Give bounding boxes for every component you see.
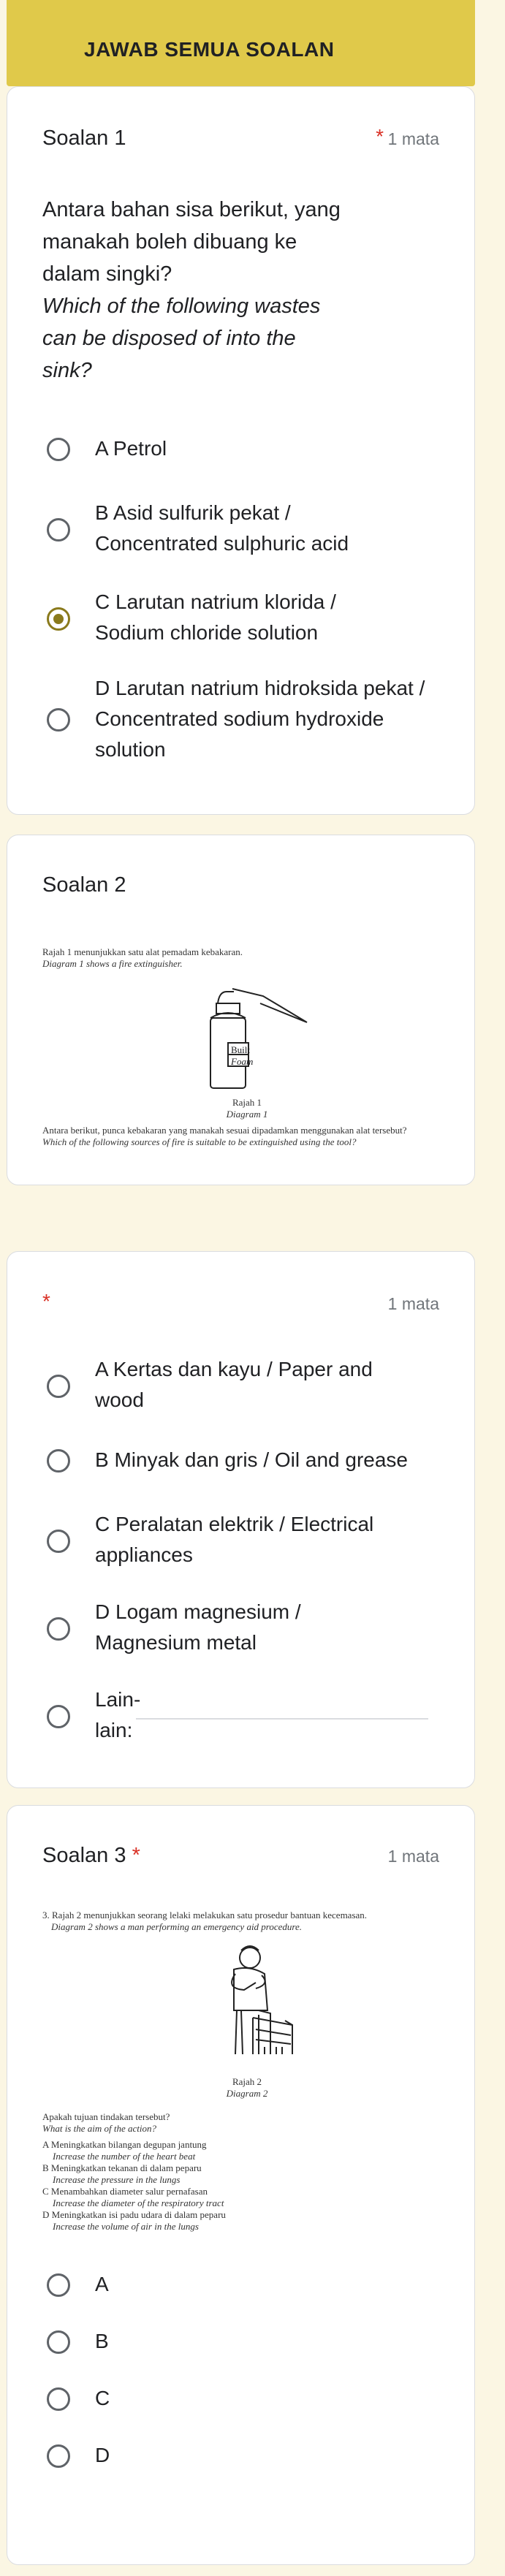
option-label: D Larutan natrium hidroksida pekat / Concentrated sodium hydroxide solution [95,677,425,761]
radio-button[interactable] [47,438,70,461]
question-en: Which of the following sources of fire is suitable to be extinguished using the tool? [42,1136,357,1147]
question-card-1 [7,86,475,815]
question-ms: Antara berikut, punca kebakaran yang manakah sesuai dipadamkan menggunakan alat tersebut? [42,1125,407,1136]
choice-en: Increase the number of the heart beat [53,2151,196,2162]
question-title-text: Soalan 3 [42,1844,126,1867]
question-title: Soalan 2 [42,873,126,897]
radio-button[interactable] [47,1705,70,1728]
option-b[interactable] [39,2323,449,2360]
diagram-1-intro [42,946,452,970]
option-c[interactable] [39,1508,449,1572]
label-built: Built [231,1044,251,1055]
question-text-en: Which of the following wastes can be disposed of into the sink? [42,295,321,382]
question-card-2-header [7,835,475,1185]
diagram-1-caption [42,1097,452,1120]
points-label: 1 mata [387,129,439,148]
label-foam: Foam [231,1056,254,1067]
choice-en: Increase the diameter of the respiratory tract [53,2197,224,2208]
option-label: C [95,2387,110,2409]
choice-en: Increase the pressure in the lungs [53,2174,181,2185]
option-b[interactable] [39,496,449,561]
radio-button[interactable] [47,1530,70,1553]
question-title [42,1844,140,1868]
radio-button[interactable] [47,1449,70,1473]
radio-button[interactable] [47,518,70,542]
option-a[interactable] [39,1353,449,1417]
radio-button-selected[interactable] [47,607,70,631]
diagram-1-question [42,1125,466,1148]
option-c[interactable] [39,2380,449,2417]
section-header [7,0,475,86]
question-ms: Apakah tujuan tindakan tersebut? [42,2111,170,2122]
radio-button[interactable] [47,2330,70,2354]
intro-en: Diagram 1 shows a fire extinguisher. [42,958,183,969]
option-d[interactable] [39,2437,449,2474]
option-label: D Logam magnesium / Magnesium metal [95,1600,301,1654]
option-label: B Minyak dan gris / Oil and grease [95,1448,408,1471]
diagram-2-intro [42,1910,474,1933]
choice-ms: B Meningkatkan tekanan di dalam peparu [42,2162,202,2173]
option-d[interactable] [39,672,449,767]
question-en: What is the aim of the action? [42,2123,156,2134]
required-mark: * [132,1844,140,1867]
choice-ms: C Menambahkan diameter salur pernafasan [42,2186,208,2197]
caption-en: Diagram 2 [226,2088,268,2099]
option-label: C Larutan natrium klorida / Sodium chloride solution [95,590,336,644]
required-mark: * [376,125,384,148]
radio-button[interactable] [47,708,70,732]
choice-en: Increase the volume of air in the lungs [53,2221,199,2232]
intro-ms: 3. Rajah 2 menunjukkan seorang lelaki melakukan satu prosedur bantuan kecemasan. [42,1910,368,1920]
other-text-input[interactable] [136,1718,428,1720]
fire-extinguisher-image [190,981,314,1091]
option-other[interactable] [39,1683,449,1747]
option-label: D [95,2444,110,2466]
option-b[interactable] [39,1442,449,1478]
diagram-2-caption [42,2076,452,2100]
required-mark: * [42,1290,50,1312]
choice-a [42,2139,466,2162]
option-label: B Asid sulfurik pekat / Concentrated sulphuric acid [95,501,349,555]
points-label: 1 mata [387,1294,439,1313]
option-a[interactable] [39,430,449,467]
caption-ms: Rajah 1 [232,1097,262,1108]
radio-button[interactable] [47,1617,70,1641]
radio-button[interactable] [47,1375,70,1398]
option-a[interactable] [39,2266,449,2303]
option-label: A Petrol [95,437,167,460]
choice-d [42,2209,466,2233]
option-label: A Kertas dan kayu / Paper and wood [95,1358,373,1411]
choice-ms: D Meningkatkan isi padu udara di dalam peparu [42,2209,226,2220]
choice-b [42,2162,466,2186]
radio-button[interactable] [47,2273,70,2297]
emergency-aid-image [183,1937,314,2069]
question-text-ms: Antara bahan sisa berikut, yang manakah boleh dibuang ke dalam singki? [42,198,341,286]
radio-button[interactable] [47,2444,70,2468]
option-other-label: Lain-lain: [95,1688,141,1741]
caption-en: Diagram 1 [226,1109,268,1120]
option-label: B [95,2330,109,2352]
question-card-2-options [7,1251,475,1788]
intro-en: Diagram 2 shows a man performing an emergency aid procedure. [51,1921,303,1932]
diagram-2-choices [42,2139,466,2233]
option-label: A [95,2273,109,2295]
points-label: 1 mata [387,1847,439,1866]
caption-ms: Rajah 2 [232,2076,262,2087]
diagram-2-question [42,2111,466,2135]
option-d[interactable] [39,1595,449,1660]
intro-ms: Rajah 1 menunjukkan satu alat pemadam kebakaran. [42,946,243,957]
option-label: C Peralatan elektrik / Electrical appliances [95,1513,374,1566]
question-title: Soalan 1 [42,126,126,150]
section-title: JAWAB SEMUA SOALAN [84,38,335,61]
option-c[interactable] [39,585,449,650]
choice-c [42,2186,466,2209]
radio-button[interactable] [47,2387,70,2411]
question-card-3 [7,1805,475,2565]
question-text [42,194,349,387]
choice-ms: A Meningkatkan bilangan degupan jantung [42,2139,207,2150]
